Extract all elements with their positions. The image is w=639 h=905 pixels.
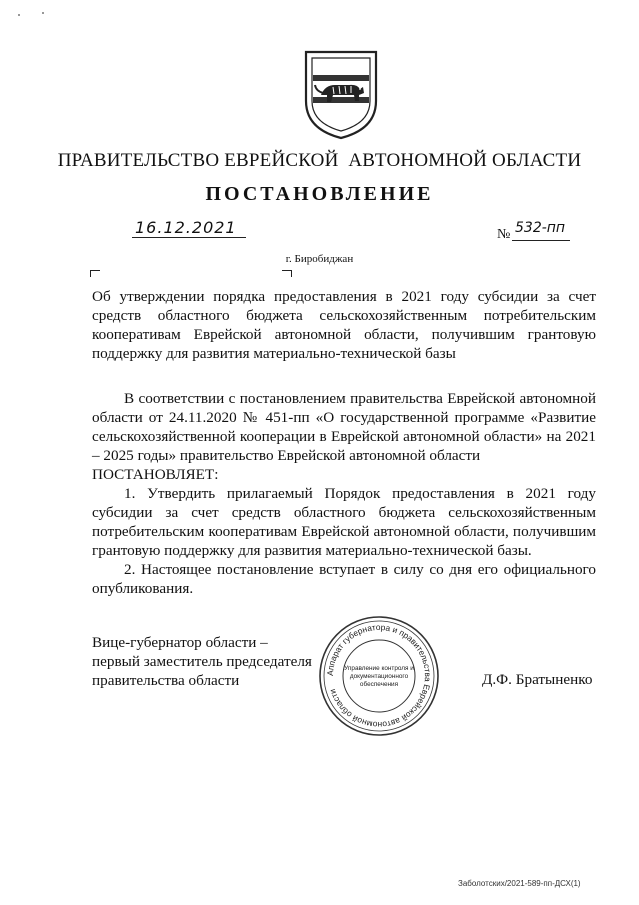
- stamp-center-line-3: обеспечения: [359, 681, 399, 688]
- number-underline: [512, 240, 570, 241]
- resolves-word: ПОСТАНОВЛЯЕТ:: [92, 466, 219, 483]
- subject-corner-right: [282, 270, 292, 277]
- document-type: ПОСТАНОВЛЕНИЕ: [205, 183, 434, 205]
- coat-of-arms-tiger-icon: [303, 49, 379, 141]
- signatory-name: Д.Ф. Братыненко: [482, 671, 593, 688]
- scan-dot: [18, 14, 20, 16]
- document-date: 16.12.2021: [135, 218, 237, 237]
- footer-reference: Заболотских/2021-589-пп-ДСХ(1): [458, 879, 581, 888]
- position-line-2: первый заместитель председателя: [92, 653, 312, 670]
- official-stamp: [317, 614, 441, 738]
- city-label: г. Биробиджан: [285, 253, 354, 265]
- item-2-paragraph: 2. Настоящее постановление вступает в силу со дня его официального опубликования.: [92, 561, 596, 597]
- date-underline: [132, 237, 246, 238]
- position-line-1: Вице-губернатор области –: [92, 634, 268, 651]
- stamp-center-line-1: Управление контроля и: [344, 665, 414, 672]
- government-title: ПРАВИТЕЛЬСТВО ЕВРЕЙСКОЙ АВТОНОМНОЙ ОБЛАСТИ: [57, 150, 582, 171]
- document-number: 532-пп: [515, 220, 566, 236]
- position-line-3: правительства области: [92, 672, 240, 689]
- scan-dot: [42, 12, 44, 14]
- subject-corner-left: [90, 270, 100, 277]
- document-subject: Об утверждении порядка предоставления в 2021 году субсидии за счет средств областного бюджета сельскохозяйственным потребительским кооперативам Еврейской автономной области, получившим грантовую поддержку для развития материально-технической базы: [92, 288, 596, 362]
- preamble-paragraph: В соответствии с постановлением правительства Еврейской автономной области от 24.11.2020 № 451-пп «О государственной программе «Развитие сельскохозяйственной кооперации в Еврейской автономной области» на 2021 – 2025 годы» правительство Еврейской автономной области: [92, 390, 596, 464]
- stamp-center-line-2: документационного: [349, 673, 409, 680]
- document-body: [92, 389, 596, 598]
- stamp-ring-text: Аппарат губернатора и правительства Еврейской автономной области: [324, 621, 434, 731]
- number-sign: №: [497, 227, 511, 242]
- item-1-paragraph: 1. Утвердить прилагаемый Порядок предоставления в 2021 году субсидии за счет средств областного бюджета сельскохозяйственным потребительским кооперативам Еврейской автономной области, получившим грантовую поддержку для развития материально-технической базы.: [92, 485, 596, 559]
- signatory-position: [92, 633, 312, 690]
